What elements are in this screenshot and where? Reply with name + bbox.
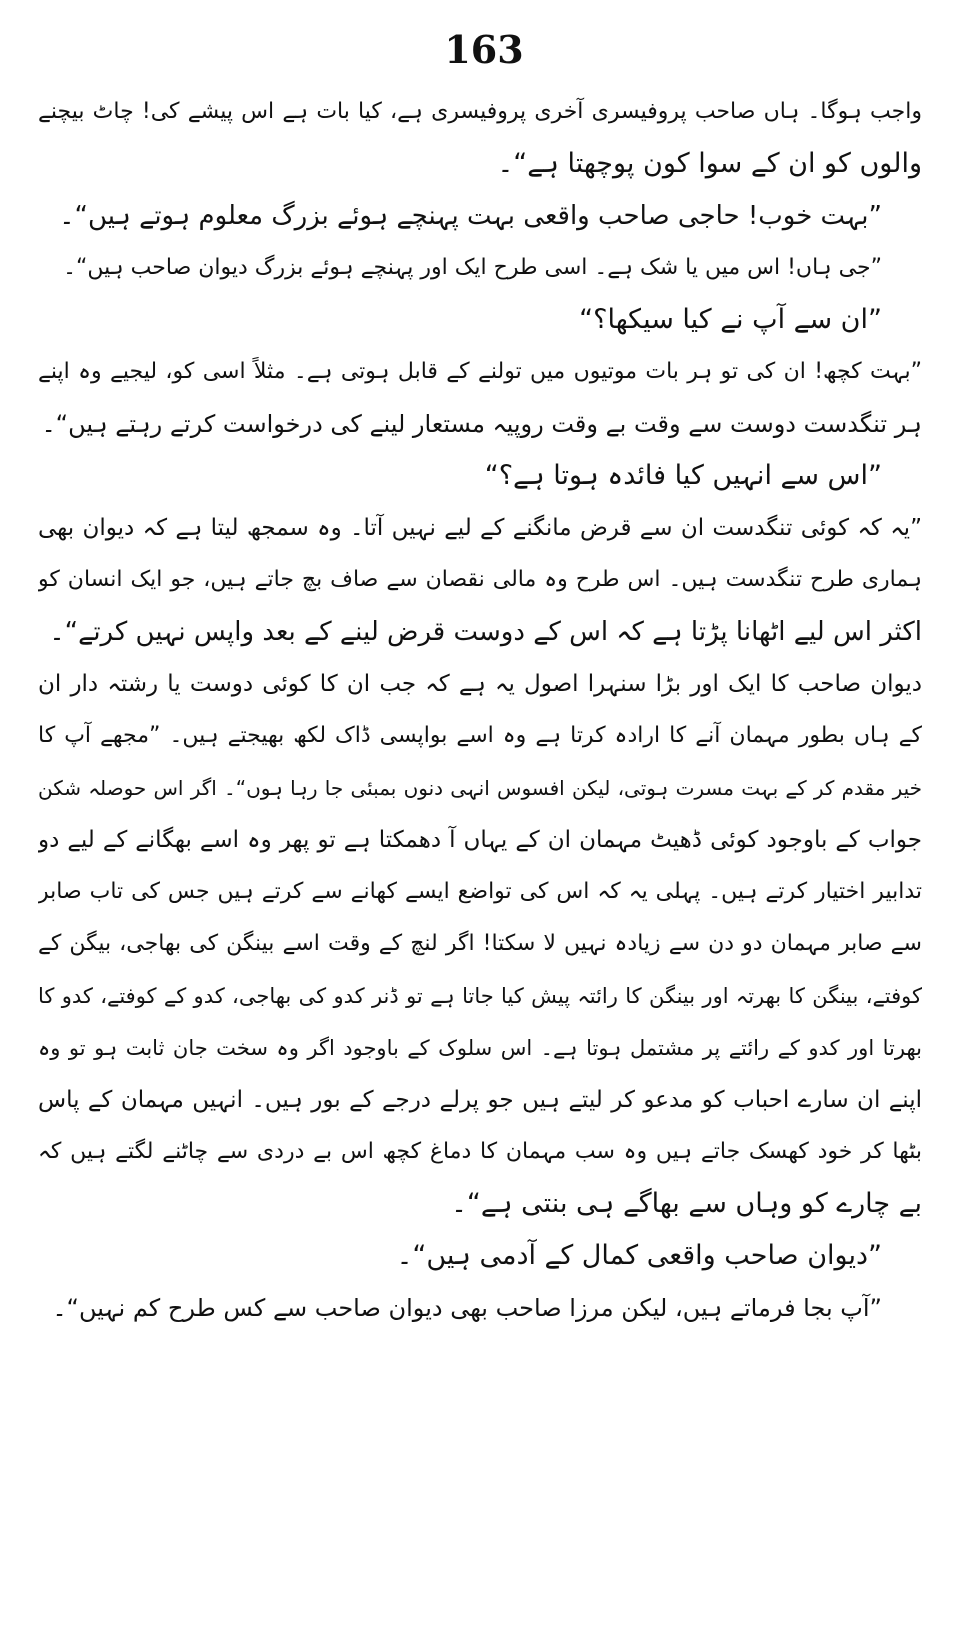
text-line: تدابیر اختیار کرتے ہیں۔ پہلی یہ کہ اس کی تواضع ایسے کھانے سے کرتے ہیں جس کی تاب صابر [38,879,922,904]
page-number: 163 [444,27,524,72]
text-line: بھرتا اور کدو کے رائتے پر مشتمل ہوتا ہے۔ اس سلوک کے باوجود اگر وہ سخت جان ثابت ہو تو وہ [38,1036,922,1060]
text-line: خیر مقدم کر کے بہت مسرت ہوتی، لیکن افسوس انہی دنوں بمبئی جا رہا ہوں“۔ اگر اس حوصلہ شکن [38,776,922,800]
text-line: جواب کے باوجود کوئی ڈھیٹ مہمان ان کے یہاں آ دھمکتا ہے تو پھر وہ اسے بھگانے کے لیے دو [38,827,922,853]
text-line: اکثر اس لیے اٹھانا پڑتا ہے کہ اس کے دوست قرض لینے کے بعد واپس نہیں کرتے“۔ [49,617,922,647]
text-line: ”بہت خوب! حاجی صاحب واقعی بہت پہنچے ہوئے بزرگ معلوم ہوتے ہیں“۔ [59,201,882,231]
text-line: کوفتے، بینگن کا بھرتہ اور بینگن کا رائتہ پیش کیا جاتا ہے تو ڈنر کدو کی بھاجی، کدو کے کوفتے، کدو کا [38,984,922,1008]
text-line: ”ان سے آپ نے کیا سیکھا؟“ [579,304,882,335]
text-line: ”جی ہاں! اس میں یا شک ہے۔ اسی طرح ایک اور پہنچے ہوئے بزرگ دیوان صاحب ہیں“۔ [63,255,882,280]
text-line: ”بہت کچھ! ان کی تو ہر بات موتیوں میں تولنے کے قابل ہوتی ہے۔ مثلاً اسی کو، لیجیے وہ اپنے [38,359,922,384]
text-line: ”آپ بجا فرماتے ہیں، لیکن مرزا صاحب بھی دیوان صاحب سے کس طرح کم نہیں“۔ [52,1294,882,1322]
text-line: ”یہ کہ کوئی تنگدست ان سے قرض مانگنے کے لیے نہیں آتا۔ وہ سمجھ لیتا ہے کہ دیوان بھی [38,515,922,541]
text-line: ہر تنگدست دوست سے وقت بے وقت روپیہ مستعار لینے کی درخواست کرتے رہتے ہیں“۔ [41,410,922,438]
text-line: بٹھا کر خود کھسک جاتے ہیں وہ سب مہمان کا دماغ کچھ اس بے دردی سے چاٹنے لگتے ہیں کہ [38,1139,922,1164]
text-line: ہماری طرح تنگدست ہیں۔ اس طرح وہ مالی نقصان سے صاف بچ جاتے ہیں، جو ایک انسان کو [38,567,922,592]
text-line: اپنے ان سارے احباب کو مدعو کر لیتے ہیں جو پرلے درجے کے بور ہیں۔ انہیں مہمان کے پاس [38,1087,922,1113]
text-line: کے ہاں بطور مہمان آنے کا ارادہ کرتا ہے وہ اسے بواپسی ڈاک لکھ بھیجتے ہیں۔ ”مجھے آپ کا [38,723,922,748]
text-line: والوں کو ان کے سوا کون پوچھتا ہے“۔ [497,148,922,179]
page-text [38,86,922,1334]
text-line: دیوان صاحب کا ایک اور بڑا سنہرا اصول یہ ہے کہ جب ان کا کوئی دوست یا رشتہ دار ان [38,671,922,697]
text-line: سے صابر مہمان دو دن سے زیادہ نہیں لا سکتا! اگر لنچ کے وقت اسے بینگن کی بھاجی، بیگن کے [38,931,922,956]
text-line: ”اس سے انہیں کیا فائدہ ہوتا ہے؟“ [484,460,882,491]
text-line: بے چارے کو وہاں سے بھاگے ہی بنتی ہے“۔ [451,1188,922,1219]
text-line: ”دیوان صاحب واقعی کمال کے آدمی ہیں“۔ [396,1240,882,1271]
text-line: واجب ہوگا۔ ہاں صاحب پروفیسری آخری پروفیسری ہے، کیا بات ہے اس پیشے کی! چاٹ بیچنے [38,99,922,124]
